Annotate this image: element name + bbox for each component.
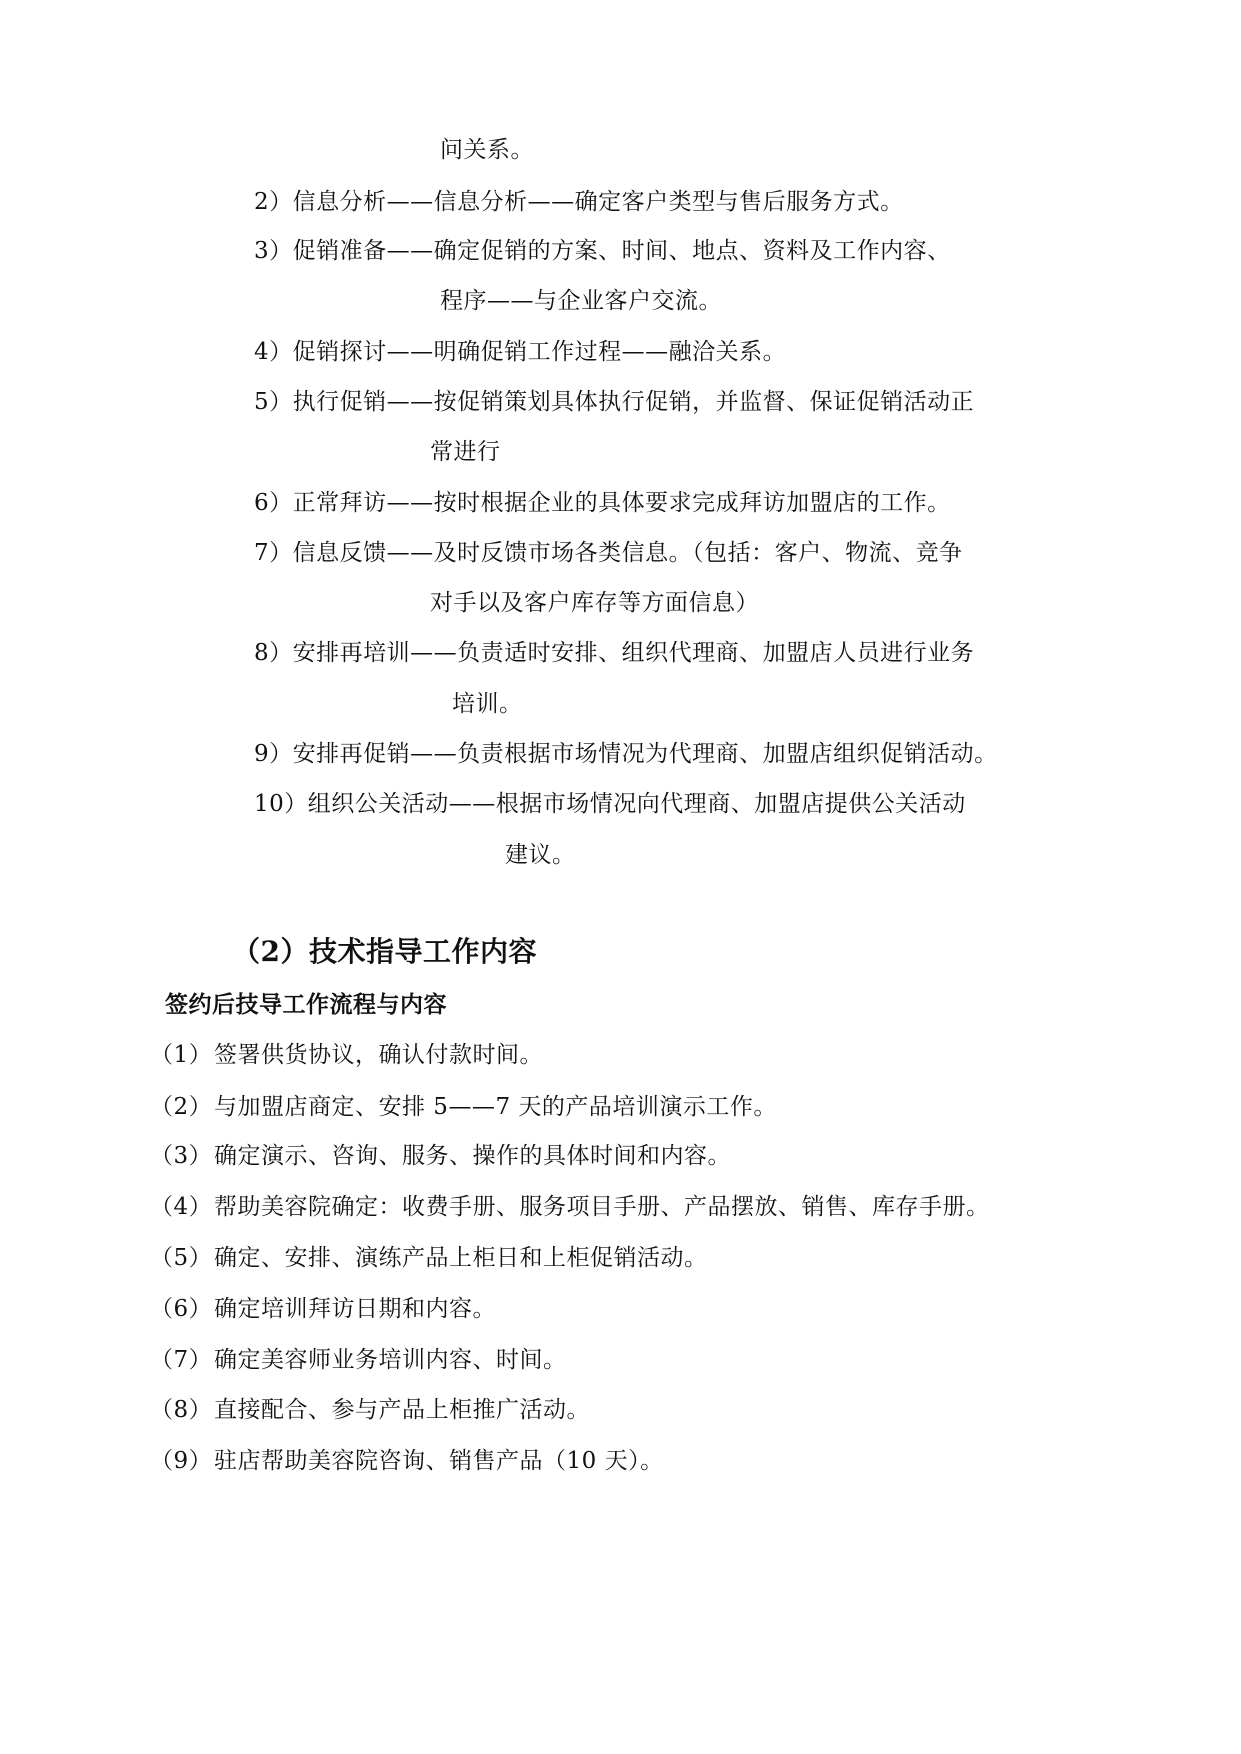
list-item: 2）信息分析——信息分析——确定客户类型与售后服务方式。: [254, 189, 904, 215]
item-text: 确定培训拜访日期和内容。: [214, 1296, 496, 1322]
numbered-item: [150, 1141, 731, 1171]
item-text: 确定、安排、演练产品上柜日和上柜促销活动。: [214, 1245, 708, 1271]
numbered-item: [150, 1040, 543, 1070]
list-item-continuation: 建议。: [505, 842, 576, 868]
list-item-continuation: 问关系。: [440, 137, 534, 163]
item-number: （4）: [150, 1194, 213, 1220]
list-item-continuation: 对手以及客户库存等方面信息）: [430, 590, 759, 616]
numbered-item: [150, 1192, 990, 1222]
item-number: （7）: [150, 1347, 213, 1373]
item-number: （1）: [150, 1042, 213, 1068]
item-text: 与加盟店商定、安排 5——7 天的产品培训演示工作。: [214, 1094, 777, 1120]
list-item: 8）安排再培训——负责适时安排、组织代理商、加盟店人员进行业务: [254, 640, 975, 666]
numbered-item: [150, 1294, 496, 1324]
list-item: 4）促销探讨——明确促销工作过程——融洽关系。: [254, 339, 787, 365]
item-number: （5）: [150, 1245, 213, 1271]
item-text: 确定演示、咨询、服务、操作的具体时间和内容。: [214, 1143, 731, 1169]
list-item-continuation: 培训。: [452, 691, 523, 717]
numbered-item: [150, 1395, 590, 1425]
list-item: 7）信息反馈——及时反馈市场各类信息。（包括：客户、物流、竞争: [254, 540, 963, 566]
list-item: 5）执行促销——按促销策划具体执行促销，并监督、保证促销活动正: [254, 389, 975, 415]
list-item-continuation: 程序——与企业客户交流。: [440, 288, 722, 314]
numbered-item: [150, 1243, 708, 1273]
section-heading: （2）技术指导工作内容: [232, 935, 537, 968]
list-item: 3）促销准备——确定促销的方案、时间、地点、资料及工作内容、: [254, 238, 951, 264]
item-number: （2）: [150, 1094, 213, 1120]
section-subheading: 签约后技导工作流程与内容: [165, 991, 447, 1018]
numbered-item: [150, 1446, 664, 1476]
item-text: 签署供货协议，确认付款时间。: [214, 1042, 543, 1068]
item-text: 驻店帮助美容院咨询、销售产品（10 天）。: [214, 1448, 664, 1474]
list-item-continuation: 常进行: [430, 439, 501, 465]
item-number: （8）: [150, 1397, 213, 1423]
item-number: （3）: [150, 1143, 213, 1169]
numbered-item: [150, 1345, 567, 1375]
numbered-item: [150, 1092, 777, 1122]
item-text: 确定美容师业务培训内容、时间。: [214, 1347, 567, 1373]
item-number: （6）: [150, 1296, 213, 1322]
list-item: 9）安排再促销——负责根据市场情况为代理商、加盟店组织促销活动。: [254, 741, 998, 767]
item-number: （9）: [150, 1448, 213, 1474]
list-item: 6）正常拜访——按时根据企业的具体要求完成拜访加盟店的工作。: [254, 490, 951, 516]
item-text: 帮助美容院确定：收费手册、服务项目手册、产品摆放、销售、库存手册。: [214, 1194, 990, 1220]
list-item: 10）组织公关活动——根据市场情况向代理商、加盟店提供公关活动: [254, 791, 966, 817]
item-text: 直接配合、参与产品上柜推广活动。: [214, 1397, 590, 1423]
